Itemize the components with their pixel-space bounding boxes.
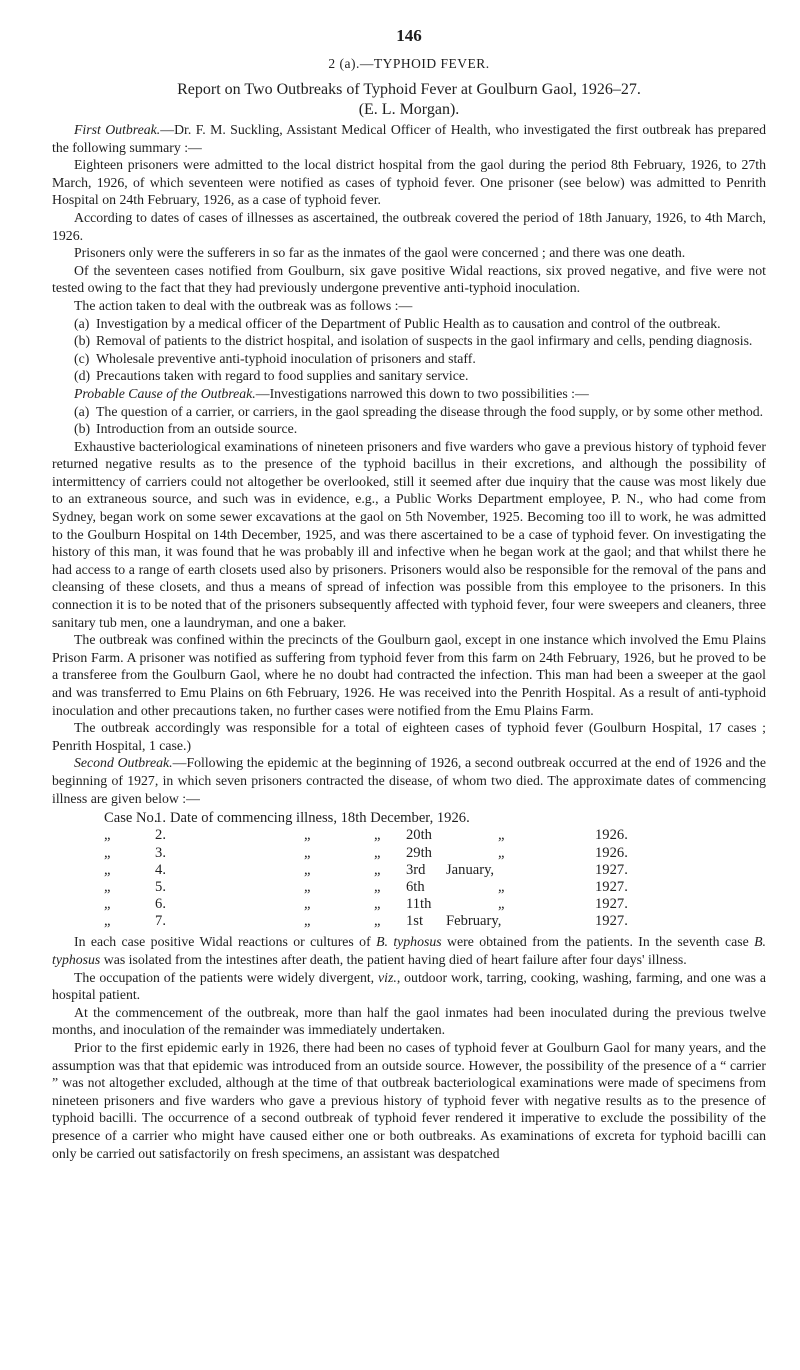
paragraph-commencement: At the commencement of the outbreak, more than half the gaol inmates had been inoculated during the previous twelve months, and inoculation of the remainder was immediately undertaken.	[52, 1004, 766, 1038]
list-item: (a) Investigation by a medical officer of the Department of Public Health as to causation and control of the outbreak.	[74, 315, 721, 331]
list-item: (d) Precautions taken with regard to food supplies and sanitary service.	[74, 368, 469, 384]
paragraph-prior: Prior to the first epidemic early in 1926, there had been no cases of typhoid fever at Goulburn Gaol for many years, and the assumption was that that epidemic was introduced from an outside source. However, the possibility of the presence of a “ carrier ” was not altogether excluded, although at the time of that outbreak bacteriological examinations were made of specimens from nineteen prisoners and five warders who gave a previous history of typhoid fever with negative results as to the presence of typhoid bacilli. The occurrence of a second outbreak of typhoid fever rendered it imperative to exclude the possibility of the presence of a carrier who might have caused either one or both outbreaks. As examinations of excreta for typhoid bacilli can only be carried out satisfactorily on fresh specimens, an assistant was despatched	[52, 1040, 766, 1161]
table-row: „ 3. „ „ 29th „ 1926.	[104, 844, 628, 861]
paragraph-widal-results: In each case positive Widal reactions or cultures of B. typhosus were obtained from the patients. In the seventh case B. typhosus was isolated from the intestines after death, the patient having died of heart failure after four days' illness.	[52, 934, 766, 968]
first-outbreak-label: First Outbreak.	[74, 122, 161, 137]
paragraph-sufferers: Prisoners only were the sufferers in so far as the inmates of the gaol were concerned ; and there was one death.	[74, 245, 686, 261]
list-item: (b) Introduction from an outside source.	[74, 421, 298, 437]
document-page	[52, 26, 766, 1162]
report-author: (E. L. Morgan).	[358, 101, 460, 118]
paragraph-widal: Of the seventeen cases notified from Goulburn, six gave positive Widal reactions, six proved negative, and five were not tested owing to the fact that they had previously undergone preventive anti-typhoid inoculation.	[52, 262, 766, 296]
table-row: „ 6. „ „ 11th „ 1927.	[104, 896, 628, 913]
case-dates-table	[52, 810, 766, 930]
paragraph-occupation: The occupation of the patients were widely divergent, viz., outdoor work, tarring, cooking, washing, farming, and one was a hospital patient.	[52, 969, 766, 1003]
paragraph-action: The action taken to deal with the outbreak was as follows :—	[74, 297, 413, 313]
page-number: 146	[396, 26, 422, 45]
paragraph-confined: The outbreak was confined within the precincts of the Goulburn gaol, except in one instance which involved the Emu Plains Prison Farm. A prisoner was notified as suffering from typhoid fever from this farm on 24th February, 1926, but he proved to be a transferee from the Goulburn Gaol, where he no doubt had contracted the infection. This man had been a sweeper at the gaol and was transferred to Emu Plains on 6th February, 1926. He was received into the Penrith Hospital. As a result of anti-typhoid inoculation and other precautions taken, no further cases were notified from the Emu Plains Farm.	[52, 632, 766, 718]
list-item: (c) Wholesale preventive anti-typhoid inoculation of prisoners and staff.	[74, 350, 476, 366]
second-outbreak-label: Second Outbreak.	[74, 755, 173, 771]
paragraph-period: According to dates of cases of illnesses as ascertained, the outbreak covered the period of 18th January, 1926, to 4th March, 1926.	[52, 209, 766, 243]
list-item: (a) The question of a carrier, or carriers, in the gaol spreading the disease through the food supply, or by some other method.	[74, 403, 764, 419]
table-row: „ 7. „ „ 1st February, 1927.	[104, 913, 628, 930]
report-title: Report on Two Outbreaks of Typhoid Fever at Goulburn Gaol, 1926–27.	[177, 81, 641, 98]
probable-cause-intro: Probable Cause of the Outbreak.—Investigations narrowed this down to two possibilities :—	[74, 385, 589, 401]
first-outbreak-intro: First Outbreak.—Dr. F. M. Suckling, Assistant Medical Officer of Health, who investigated the first outbreak has prepared the following summary :—	[52, 122, 767, 155]
paragraph-admissions: Eighteen prisoners were admitted to the local district hospital from the gaol during the period 8th February, 1926, to 27th March, 1926, of which seventeen were notified as cases of typhoid fever. One prisoner (see below) was admitted to Penrith Hospital on 24th February, 1926, as a case of typhoid fever.	[52, 157, 766, 208]
paragraph-exhaustive: Exhaustive bacteriological examinations of nineteen prisoners and five warders who gave a previous history of typhoid fever returned negative results as to the presence of the typhoid bacillus in their excretions, and although the possibility of intermittency of carriers could not altogether be overlooked, still it seemed after due inquiry that the cause was most likely due to an extraneous source, and such was in evidence, e.g., a Public Works Department employee, P. N., who had come from Sydney, began work on some sewer excavations at the gaol on 5th November, 1925. Becoming too ill to work, he was admitted to the Goulburn Hospital on 14th December, 1925, and was there ascertained to be a case of typhoid fever. On investigating the history of this man, it was found that he was probably ill and infective when he began work at the gaol; and that whilst there he had access to a range of earth closets used also by prisoners. Prisoners would also be responsible for the removal of the pans and cleansing of these closets, and thus a means of spread of infection was possible from this employee to the prisoners. In this connection it is to be noted that of the prisoners subsequently affected with typhoid fever, four were sweepers and cleaners, three sanitary tub men, one a laundryman, and one a baker.	[52, 438, 766, 630]
paragraph-total: The outbreak accordingly was responsible for a total of eighteen cases of typhoid fever (Goulburn Hospital, 17 cases ; Penrith Hospital, 1 case.)	[52, 720, 766, 753]
section-heading: 2 (a).—TYPHOID FEVER.	[328, 56, 490, 71]
list-item: (b) Removal of patients to the district hospital, and isolation of suspects in the gaol infirmary and cells, pending diagnosis.	[74, 333, 753, 349]
probable-cause-label: Probable Cause of the Outbreak.	[74, 385, 256, 401]
second-outbreak-intro: Second Outbreak.—Following the epidemic at the beginning of 1926, a second outbreak occurred at the end of 1926 and the beginning of 1927, in which seven prisoners contracted the disease, of whom two died. The approximate dates of commencing illness are given below :—	[52, 755, 766, 806]
table-row: Case No. 1. Date of commencing illness, 18th December, 1926.	[104, 810, 470, 827]
table-row: „ 4. „ „ 3rd January, 1927.	[104, 861, 628, 878]
table-row: „ 5. „ „ 6th „ 1927.	[104, 878, 628, 895]
table-row: „ 2. „ „ 20th „ 1926.	[104, 827, 628, 844]
